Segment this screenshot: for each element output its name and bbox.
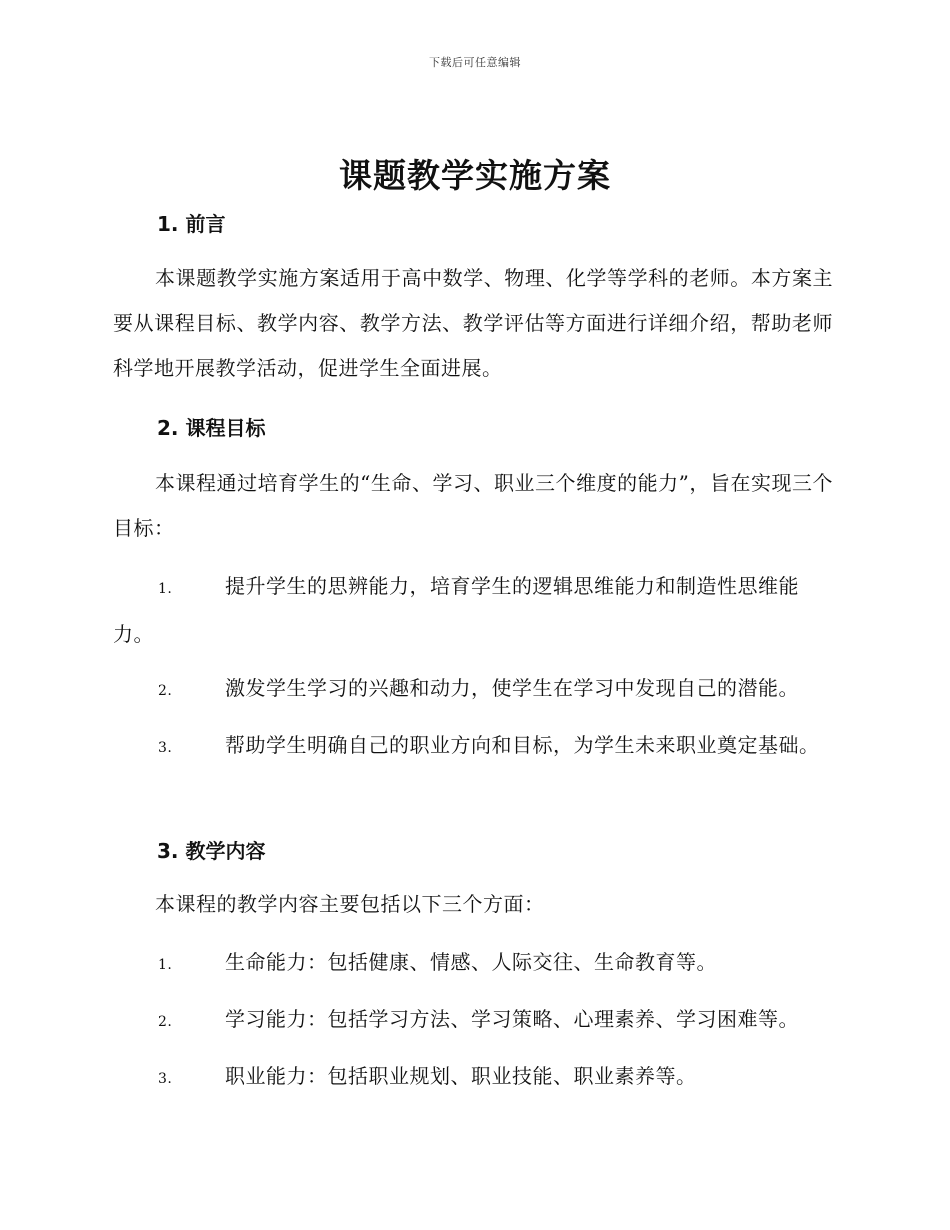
list-text: 学习能力：包括学习方法、学习策略、心理素养、学习困难等。 — [225, 1007, 799, 1031]
list-item — [113, 723, 833, 771]
list-number: 3. — [158, 1071, 173, 1087]
list-text: 激发学生学习的兴趣和动力，使学生在学习中发现自己的潜能。 — [225, 676, 799, 700]
list-text: 职业能力：包括职业规划、职业技能、职业素养等。 — [225, 1064, 697, 1088]
list-number: 1. — [158, 957, 173, 973]
list-item — [113, 666, 833, 714]
list-text: 生命能力：包括健康、情感、人际交往、生命教育等。 — [225, 950, 717, 974]
list-item — [113, 997, 833, 1045]
section-paragraph-3: 本课程的教学内容主要包括以下三个方面： — [155, 892, 545, 916]
list-text: 帮助学生明确自己的职业方向和目标，为学生未来职业奠定基础。 — [225, 733, 820, 757]
list-text: 提升学生的思辨能力，培育学生的逻辑思维能力和制造性思维能力。 — [113, 574, 799, 646]
list-number: 2. — [158, 1014, 173, 1030]
document-title: 课题教学实施方案 — [339, 156, 611, 195]
section-heading-2: 2. 课程目标 — [157, 416, 266, 440]
list-number: 1. — [158, 581, 173, 597]
list-number: 3. — [158, 740, 173, 756]
list-item — [113, 940, 833, 988]
section-heading-3: 3. 教学内容 — [157, 839, 266, 863]
list-item — [113, 564, 833, 657]
section-paragraph-1: 本课题教学实施方案适用于高中数学、物理、化学等学科的老师。本方案主要从课程目标、教学内容、教学方法、教学评估等方面进行详细介绍，帮助老师科学地开展教学活动，促进学生全面进展。 — [113, 266, 833, 380]
list-number: 2. — [158, 683, 173, 699]
section-heading-1: 1. 前言 — [157, 212, 226, 236]
section-paragraph-2: 本课程通过培育学生的“生命、学习、职业三个维度的能力”，旨在实现三个目标： — [113, 471, 833, 540]
list-item — [113, 1054, 833, 1102]
page-header: 下载后可任意编辑 — [429, 56, 521, 69]
